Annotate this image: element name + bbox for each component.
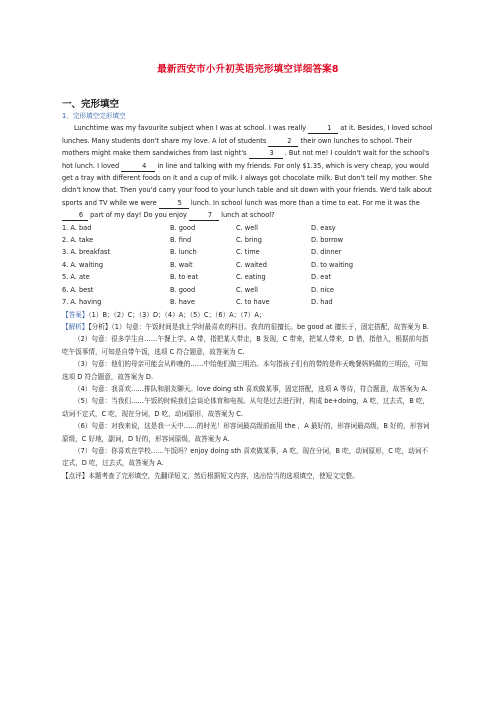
blank-3: 3 bbox=[249, 149, 283, 159]
analysis-line-2: （2）句意：很多学生自……午餐上学。A 带，指把某人带走，B 发现，C 带来，把某人带来，D 借，指借入，根据前句指吃午饭事情，可知是自带午饭，选项 C 符合题意，故答案为 C. bbox=[62, 335, 429, 356]
section-heading: 一、完形填空 bbox=[62, 99, 120, 110]
option-d: D. eat bbox=[311, 273, 331, 282]
option-a: 2. A. take bbox=[62, 236, 94, 245]
blank-7: 7 bbox=[189, 211, 219, 221]
answer-text: （1）B；（2）C；（3）D；（4）A；（5）C；（6）A；（7）A； bbox=[88, 310, 266, 319]
analysis-paragraph bbox=[62, 321, 434, 333]
option-a: 1. A. bad bbox=[62, 223, 92, 232]
passage-text: their own lunches to school. Their mothers might make them sandwiches from last night's bbox=[62, 136, 413, 158]
passage-text: lunch at school? bbox=[221, 211, 275, 220]
option-a: 6. A. best bbox=[62, 285, 94, 294]
option-c: C. eating bbox=[236, 273, 266, 282]
option-a: 4. A. waiting bbox=[62, 260, 104, 269]
option-a: 3. A. breakfast bbox=[62, 248, 111, 257]
cloze-passage bbox=[62, 122, 434, 221]
analysis-line-6: （6）句意：对我来说，这是我一天中……的时光！形容词最高级前面用 the ，A 最好的，形容词最高级，B 好的，形容词原级，C 好地，副词，D 好的，形容词原级，故答案为 A. bbox=[62, 422, 430, 443]
passage-text: Lunchtime was my favourite subject when I was at school. I was really bbox=[74, 124, 307, 133]
passage-text: at it. Besides, I loved school lunches. Many students don't share my love. A lot of students bbox=[62, 124, 433, 145]
option-b: B. lunch bbox=[170, 248, 197, 257]
blank-6: 6 bbox=[62, 211, 88, 221]
option-c: C. well bbox=[236, 285, 258, 294]
options-row bbox=[62, 296, 434, 308]
analysis-line-1: 【分析】（1）句意：午饭时间是我上学时最喜欢的科目。我真的很擅长。be good at 擅长于，固定搭配，故答案为 B. bbox=[88, 322, 429, 331]
option-b: B. good bbox=[170, 285, 196, 294]
analysis-line-7: （7）句意：你喜欢在学校……午饭吗？enjoy doing sth 喜欢做某事，A 吃，现在分词，B 吃，动词原形，C 吃，动词不定式，D 吃，过去式，故答案为 A. bbox=[62, 446, 428, 468]
options-row bbox=[62, 222, 434, 234]
option-d: D. borrow bbox=[311, 236, 344, 245]
document-title: 最新西安市小升初英语完形填空详细答案8 bbox=[157, 64, 339, 75]
option-b: B. have bbox=[170, 298, 195, 307]
options-row bbox=[62, 246, 434, 258]
option-c: C. time bbox=[236, 248, 260, 257]
question-subheading: 1．完形填空完形填空 bbox=[62, 112, 126, 120]
blank-5: 5 bbox=[159, 199, 189, 209]
analysis-comment: 【点评】本题考查了完形填空，先翻译短文，然后根据短文内容，选出恰当的选项填空，使短文完整。 bbox=[62, 471, 359, 480]
option-d: D. had bbox=[311, 298, 333, 307]
options-row bbox=[62, 259, 434, 271]
option-c: C. waited bbox=[236, 260, 267, 269]
option-d: D. dinner bbox=[311, 248, 342, 257]
option-d: D. to waiting bbox=[311, 260, 354, 269]
analysis-label: 【解析】 bbox=[62, 322, 89, 331]
options-row bbox=[62, 271, 434, 283]
option-b: B. find bbox=[170, 236, 192, 245]
answer-line bbox=[62, 309, 434, 321]
blank-4: 4 bbox=[121, 162, 155, 172]
analysis-line-4: （4）句意：我喜欢……排队和朋友聊天。love doing sth 喜欢做某事，固定搭配，选项 A 等待，符合题意，故答案为 A. bbox=[74, 384, 428, 393]
passage-text: in line and talking with my friends. For only $1.35, which is very cheap, you would get a tray with different foods on it and a cup of milk. I always got chocolate milk. But don't tell my mother. She didn't know that. Then you'd carry your food to your lunch table and sit down with your friends. We'd talk about sports and TV while we were bbox=[62, 161, 432, 207]
option-d: D. easy bbox=[311, 223, 336, 232]
option-a: 7. A. having bbox=[62, 298, 102, 307]
passage-text: lunch. In school lunch was more than a time to eat. For me it was the bbox=[190, 198, 420, 207]
analysis-line-3: （3）句意：他们的母亲可能会从昨晚的……中给他们做三明治。本句指孩子们有的带的是昨天晚餐妈妈做的三明治，可知选项 D 符合题意，故答案为 D. bbox=[62, 360, 428, 381]
option-b: B. good bbox=[170, 223, 196, 232]
option-b: B. to eat bbox=[170, 273, 199, 282]
passage-text: . But not me! I couldn't wait for the school's hot lunch. I loved bbox=[62, 149, 430, 170]
document-body bbox=[62, 110, 434, 482]
blank-1: 1 bbox=[308, 124, 338, 134]
options-row bbox=[62, 234, 434, 246]
analysis-line-5: （5）句意：当我们……午饭的时候我们会谈论体育和电视。从句是过去进行时，构成 be+doing，A 吃，过去式，B 吃，动词不定式，C 吃，现在分词，D 吃，动词原形，故答案为 C. bbox=[62, 397, 430, 418]
blank-2: 2 bbox=[268, 137, 298, 147]
options-table bbox=[62, 222, 434, 309]
passage-text: part of my day! Do you enjoy bbox=[90, 211, 187, 220]
option-c: C. to have bbox=[236, 298, 270, 307]
option-d: D. nice bbox=[311, 285, 334, 294]
option-c: C. bring bbox=[236, 236, 262, 245]
option-a: 5. A. ate bbox=[62, 273, 90, 282]
option-b: B. wait bbox=[170, 260, 193, 269]
answer-label: 【答案】 bbox=[62, 310, 89, 319]
options-row bbox=[62, 284, 434, 296]
option-c: C. well bbox=[236, 223, 258, 232]
